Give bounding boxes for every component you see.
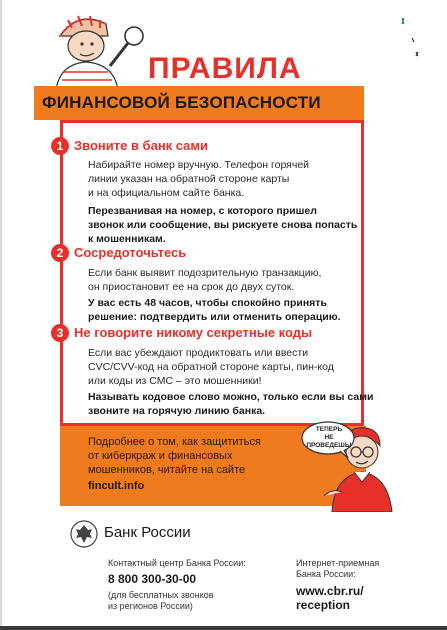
page-frame-left <box>0 0 2 630</box>
speech-bubble-line: НЕ <box>324 434 334 441</box>
detective-illustration <box>38 6 150 90</box>
rule-1-text-line: и на официальном сайте банка. <box>88 187 245 199</box>
rule-3-text-line: CVC/CVV-код на обратной стороне карты, пин-код <box>88 361 334 373</box>
page-subtitle: ФИНАНСОВОЙ БЕЗОПАСНОСТИ <box>42 93 321 112</box>
phone-note-line: (для бесплатных звонков <box>108 590 214 600</box>
phone-note-line: из регионов России) <box>108 601 193 611</box>
speech-bubble-line: ПРОВЕДЕШЬ! <box>306 442 352 449</box>
rule-3-warning-line: Называть кодовое слово можно, только если вы сами <box>88 391 374 403</box>
more-info-text-line: мошенников, читайте на сайте <box>88 464 246 476</box>
rule-1-text-line: линии указан на обратной стороне карты <box>88 173 290 185</box>
more-info-text-line: от киберкраж и финансовых <box>88 450 233 462</box>
rule-1-warning-line: звонок или сообщение, вы рискуете снова попасть <box>88 219 358 231</box>
rule-1-warning-line: Перезванивая на номер, с которого пришел <box>88 205 317 217</box>
reception-label-line: Интернет-приемная <box>296 558 380 568</box>
contact-center-label: Контактный центр Банка России: <box>108 558 246 568</box>
rule-1-title: Звоните в банк сами <box>74 138 212 154</box>
rule-3-title: Не говорите никому секретные коды <box>74 325 316 341</box>
more-info-text-line: Подробнее о том, как защититься <box>88 436 261 448</box>
contact-phone[interactable]: 8 800 300-30-00 <box>108 572 197 586</box>
reception-site-link[interactable]: www.cbr.ru/ <box>296 584 364 598</box>
rule-1-number-badge: 1 <box>51 137 69 155</box>
page-frame-bottom <box>0 626 447 630</box>
reception-label-line: Банка России: <box>296 569 356 579</box>
rule-2-warning-line: решение: подтвердить или отменить операцию. <box>88 311 341 323</box>
rule-1-warning-line: к мошенникам. <box>88 233 166 245</box>
reception-site-link-continued[interactable]: reception <box>296 598 351 612</box>
bank-name: Банк России <box>104 524 191 541</box>
rule-2-title: Сосредоточьтесь <box>74 245 190 261</box>
rule-1-text-line: Набирайте номер вручную. Телефон горячей <box>88 159 310 171</box>
rule-2-text-line: он приостановит ее на срок до двух суток. <box>88 281 295 293</box>
speech-bubble-line: ТЕПЕРЬ <box>315 426 343 433</box>
rule-2-number-badge: 2 <box>51 244 69 262</box>
rule-3-number-badge: 3 <box>51 324 69 342</box>
rule-2-text-line: Если банк выявит подозрительную транзакцию, <box>88 267 322 279</box>
rule-3-warning-line: звоните на горячую линию банка. <box>88 405 266 417</box>
page-title: ПРАВИЛА <box>148 52 302 85</box>
rule-3-text-line: Если вас убеждают продиктовать или ввести <box>88 347 309 359</box>
bank-of-russia-emblem-icon <box>70 520 98 548</box>
rule-3-text-line: или коды из СМС – это мошенники! <box>88 375 262 387</box>
rule-2-warning-line: У вас есть 48 часов, чтобы спокойно принять <box>88 297 327 309</box>
fincult-link[interactable]: fincult.info <box>88 480 145 492</box>
decorative-sparkles <box>396 8 426 68</box>
